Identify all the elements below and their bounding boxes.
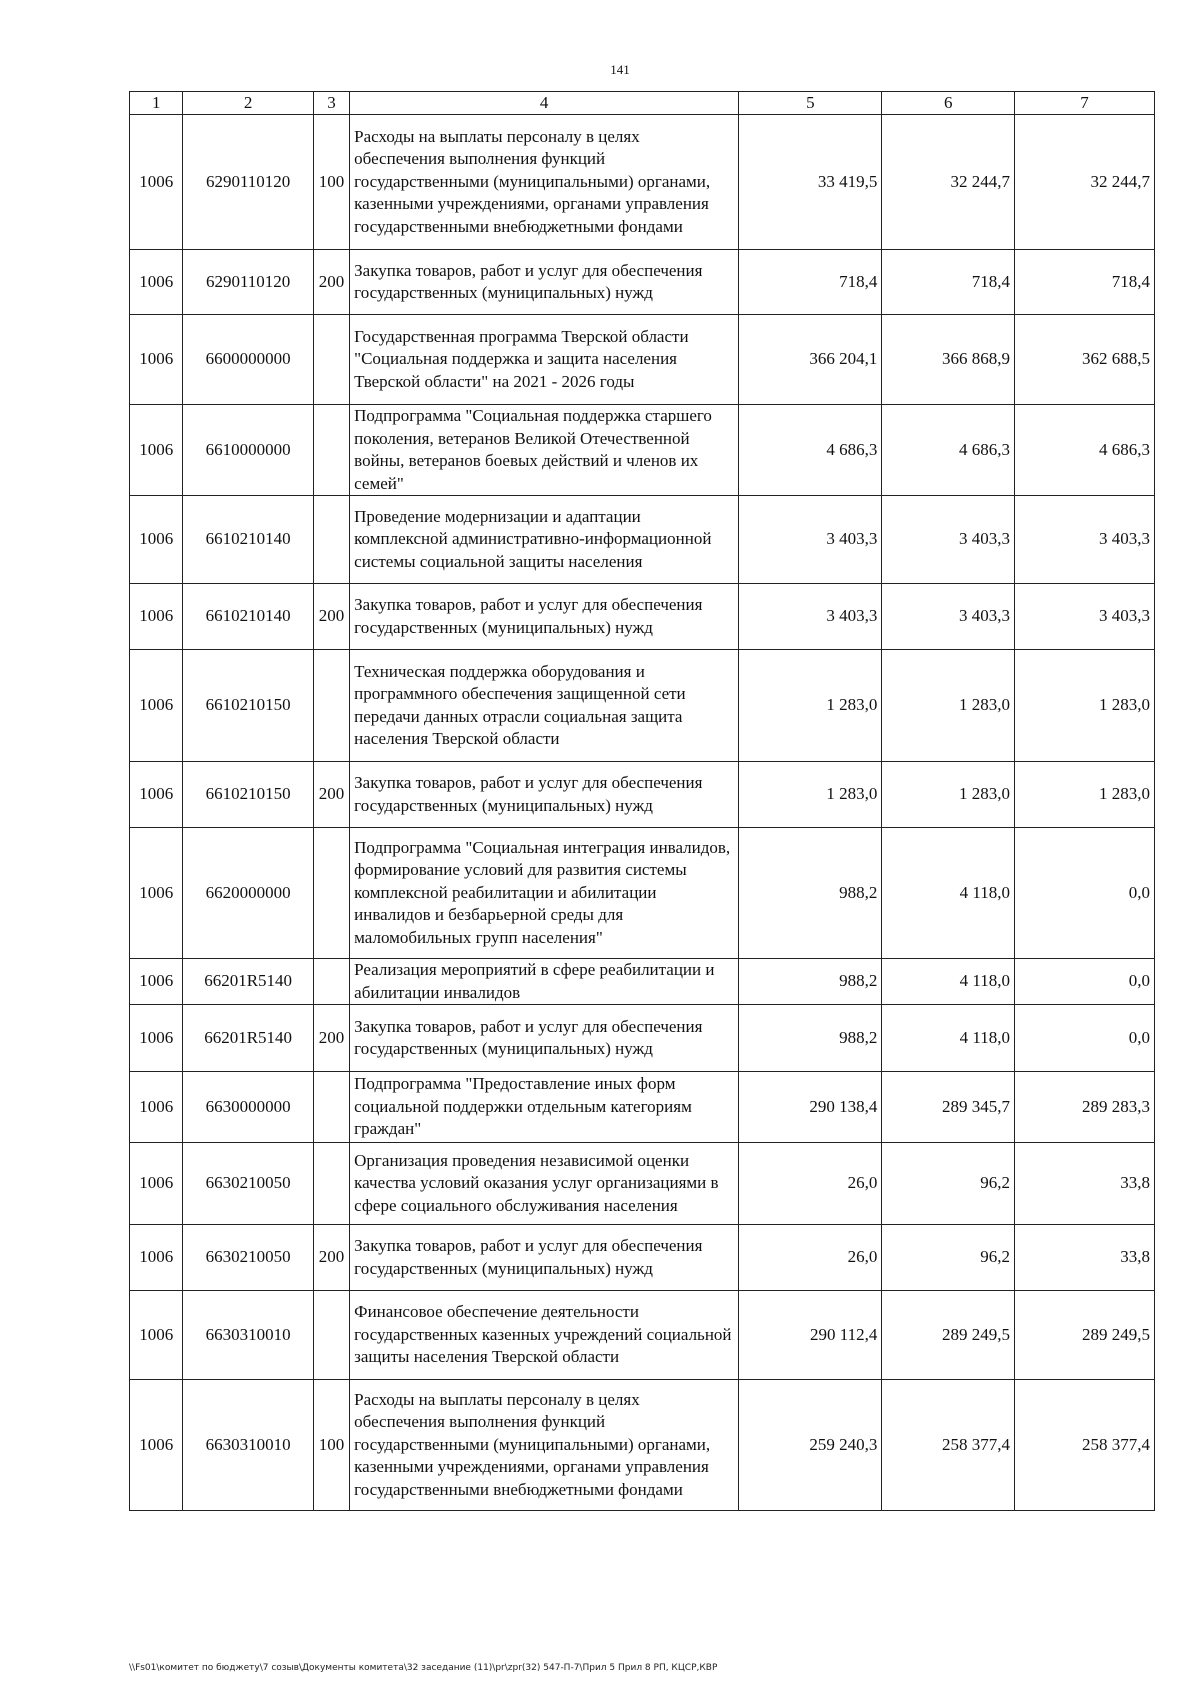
amount-col6-cell: 258 377,4 [882,1380,1015,1511]
amount-col7-cell: 0,0 [1014,828,1154,959]
amount-col6-cell: 4 686,3 [882,405,1015,496]
amount-col5-cell: 718,4 [739,250,882,315]
amount-col5-cell: 366 204,1 [739,315,882,405]
table-row [130,315,1155,405]
amount-col6-cell: 1 283,0 [882,650,1015,762]
section-code-cell: 1006 [130,1072,183,1143]
target-article-code-cell: 6610210140 [183,496,313,584]
section-code-cell: 1006 [130,250,183,315]
target-article-code-cell: 6290110120 [183,115,313,250]
amount-col6-cell: 289 249,5 [882,1291,1015,1380]
amount-col5-cell: 1 283,0 [739,762,882,828]
table-row [130,1291,1155,1380]
expense-type-code-cell [313,1072,349,1143]
amount-col7-cell: 1 283,0 [1014,762,1154,828]
table-row [130,584,1155,650]
amount-col6-cell: 718,4 [882,250,1015,315]
target-article-code-cell: 6630000000 [183,1072,313,1143]
expense-type-code-cell [313,496,349,584]
amount-col7-cell: 3 403,3 [1014,496,1154,584]
target-article-code-cell: 6620000000 [183,828,313,959]
section-code-cell: 1006 [130,1380,183,1511]
expense-type-code-cell [313,650,349,762]
table-row [130,959,1155,1005]
page-number: 141 [610,62,630,77]
table-row [130,1143,1155,1225]
target-article-code-cell: 66201R5140 [183,1005,313,1072]
table-row [130,115,1155,250]
target-article-code-cell: 6290110120 [183,250,313,315]
target-article-code-cell: 6630210050 [183,1143,313,1225]
section-code-cell: 1006 [130,405,183,496]
target-article-code-cell: 6610000000 [183,405,313,496]
section-code-cell: 1006 [130,828,183,959]
section-code-cell: 1006 [130,315,183,405]
expense-type-code-cell [313,1291,349,1380]
table-row [130,1005,1155,1072]
amount-col7-cell: 0,0 [1014,1005,1154,1072]
description-cell: Закупка товаров, работ и услуг для обеспечения государственных (муниципальных) нужд [350,1225,739,1291]
expense-type-code-cell [313,1143,349,1225]
amount-col7-cell: 3 403,3 [1014,584,1154,650]
table-row [130,496,1155,584]
section-code-cell: 1006 [130,650,183,762]
target-article-code-cell: 6600000000 [183,315,313,405]
expense-type-code-cell: 100 [313,1380,349,1511]
table-row [130,1225,1155,1291]
column-header: 2 [183,92,313,115]
amount-col7-cell: 362 688,5 [1014,315,1154,405]
column-header: 5 [739,92,882,115]
description-cell: Закупка товаров, работ и услуг для обеспечения государственных (муниципальных) нужд [350,1005,739,1072]
amount-col7-cell: 32 244,7 [1014,115,1154,250]
expense-type-code-cell: 200 [313,762,349,828]
amount-col6-cell: 366 868,9 [882,315,1015,405]
amount-col5-cell: 33 419,5 [739,115,882,250]
amount-col5-cell: 4 686,3 [739,405,882,496]
description-cell: Подпрограмма "Социальная интеграция инвалидов, формирование условий для развития системы комплексной реабилитации и абилитации инвалидов и безбарьерной среды для маломобильных групп населения" [350,828,739,959]
section-code-cell: 1006 [130,959,183,1005]
description-cell: Реализация мероприятий в сфере реабилитации и абилитации инвалидов [350,959,739,1005]
amount-col5-cell: 26,0 [739,1225,882,1291]
amount-col7-cell: 33,8 [1014,1143,1154,1225]
target-article-code-cell: 6630310010 [183,1291,313,1380]
target-article-code-cell: 6610210140 [183,584,313,650]
column-header: 7 [1014,92,1154,115]
amount-col6-cell: 3 403,3 [882,584,1015,650]
amount-col6-cell: 1 283,0 [882,762,1015,828]
description-cell: Закупка товаров, работ и услуг для обеспечения государственных (муниципальных) нужд [350,762,739,828]
description-cell: Подпрограмма "Социальная поддержка старшего поколения, ветеранов Великой Отечественной войны, ветеранов боевых действий и членов их семей" [350,405,739,496]
amount-col5-cell: 259 240,3 [739,1380,882,1511]
table-row [130,1380,1155,1511]
table-row [130,762,1155,828]
description-cell: Проведение модернизации и адаптации комплексной административно-информационной системы социальной защиты населения [350,496,739,584]
amount-col7-cell: 718,4 [1014,250,1154,315]
amount-col6-cell: 4 118,0 [882,1005,1015,1072]
amount-col6-cell: 3 403,3 [882,496,1015,584]
table-row [130,1072,1155,1143]
table-row [130,828,1155,959]
table-row [130,250,1155,315]
amount-col6-cell: 289 345,7 [882,1072,1015,1143]
section-code-cell: 1006 [130,1291,183,1380]
section-code-cell: 1006 [130,496,183,584]
amount-col7-cell: 289 283,3 [1014,1072,1154,1143]
description-cell: Подпрограмма "Предоставление иных форм социальной поддержки отдельным категориям граждан" [350,1072,739,1143]
target-article-code-cell: 6630210050 [183,1225,313,1291]
description-cell: Закупка товаров, работ и услуг для обеспечения государственных (муниципальных) нужд [350,584,739,650]
amount-col5-cell: 988,2 [739,959,882,1005]
column-header: 6 [882,92,1015,115]
table-header-row [130,92,1155,115]
description-cell: Расходы на выплаты персоналу в целях обеспечения выполнения функций государственными (муниципальными) органами, казенными учреждениями, органами управления государственными внебюджетными фондами [350,1380,739,1511]
expense-type-code-cell: 200 [313,584,349,650]
description-cell: Закупка товаров, работ и услуг для обеспечения государственных (муниципальных) нужд [350,250,739,315]
amount-col7-cell: 1 283,0 [1014,650,1154,762]
section-code-cell: 1006 [130,584,183,650]
expense-type-code-cell [313,405,349,496]
section-code-cell: 1006 [130,1143,183,1225]
amount-col6-cell: 96,2 [882,1225,1015,1291]
table-row [130,405,1155,496]
expense-type-code-cell [313,828,349,959]
expense-type-code-cell: 100 [313,115,349,250]
expense-type-code-cell [313,959,349,1005]
budget-table [129,91,1155,1511]
expense-type-code-cell [313,315,349,405]
target-article-code-cell: 6610210150 [183,650,313,762]
amount-col6-cell: 96,2 [882,1143,1015,1225]
amount-col5-cell: 1 283,0 [739,650,882,762]
amount-col6-cell: 4 118,0 [882,828,1015,959]
description-cell: Техническая поддержка оборудования и программного обеспечения защищенной сети передачи данных отрасли социальная защита населения Тверской области [350,650,739,762]
amount-col5-cell: 290 138,4 [739,1072,882,1143]
amount-col6-cell: 4 118,0 [882,959,1015,1005]
expense-type-code-cell: 200 [313,1225,349,1291]
section-code-cell: 1006 [130,762,183,828]
section-code-cell: 1006 [130,1225,183,1291]
section-code-cell: 1006 [130,1005,183,1072]
description-cell: Финансовое обеспечение деятельности государственных казенных учреждений социальной защиты населения Тверской области [350,1291,739,1380]
expense-type-code-cell: 200 [313,250,349,315]
amount-col5-cell: 3 403,3 [739,584,882,650]
amount-col7-cell: 4 686,3 [1014,405,1154,496]
table-row [130,650,1155,762]
column-header: 4 [350,92,739,115]
column-header: 3 [313,92,349,115]
expense-type-code-cell: 200 [313,1005,349,1072]
description-cell: Государственная программа Тверской области "Социальная поддержка и защита населения Тверской области" на 2021 - 2026 годы [350,315,739,405]
amount-col7-cell: 33,8 [1014,1225,1154,1291]
file-path-footer: \\Fs01\комитет по бюджету\7 созыв\Документы комитета\32 заседание (11)\pr\zpr(32) 547-П-7\Прил 5 Прил 8 РП, КЦСР,КВР [129,1663,718,1673]
amount-col5-cell: 3 403,3 [739,496,882,584]
amount-col5-cell: 988,2 [739,1005,882,1072]
amount-col5-cell: 26,0 [739,1143,882,1225]
amount-col5-cell: 988,2 [739,828,882,959]
amount-col7-cell: 258 377,4 [1014,1380,1154,1511]
target-article-code-cell: 66201R5140 [183,959,313,1005]
description-cell: Организация проведения независимой оценки качества условий оказания услуг организациями в сфере социального обслуживания населения [350,1143,739,1225]
amount-col6-cell: 32 244,7 [882,115,1015,250]
description-cell: Расходы на выплаты персоналу в целях обеспечения выполнения функций государственными (муниципальными) органами, казенными учреждениями, органами управления государственными внебюджетными фондами [350,115,739,250]
section-code-cell: 1006 [130,115,183,250]
target-article-code-cell: 6610210150 [183,762,313,828]
amount-col7-cell: 289 249,5 [1014,1291,1154,1380]
amount-col5-cell: 290 112,4 [739,1291,882,1380]
amount-col7-cell: 0,0 [1014,959,1154,1005]
column-header: 1 [130,92,183,115]
target-article-code-cell: 6630310010 [183,1380,313,1511]
